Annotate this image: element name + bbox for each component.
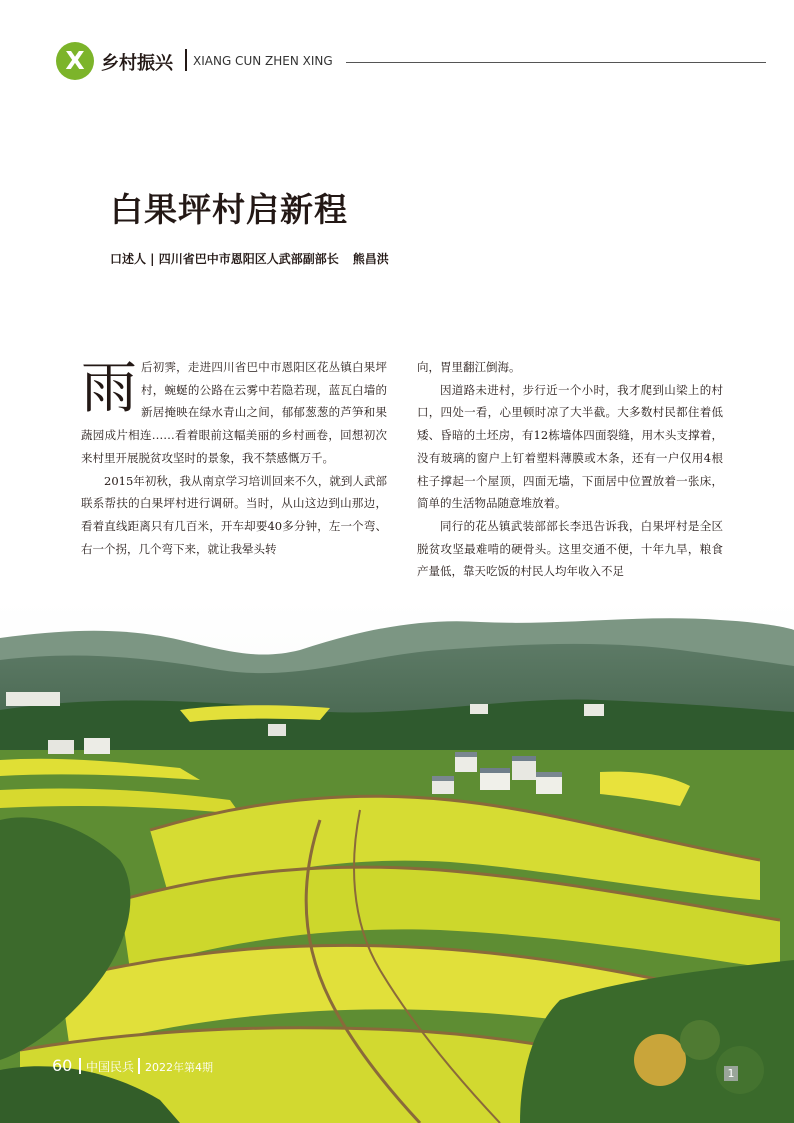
- column-name: 乡村振兴: [101, 53, 173, 74]
- footer-divider: [79, 1058, 81, 1074]
- body-paragraph: 2015年初秋，我从南京学习培训回来不久，就到人武部联系帮扶的白果坪村进行调研。当时，从山这边到山那边，看着直线距离只有几百米，开车却要40多分钟，左一个弯、右一个拐，几个弯下来，就让我晕头转: [81, 473, 387, 556]
- magazine-name: 中国民兵: [86, 1060, 135, 1074]
- body-paragraph: 向，胃里翻江倒海。: [417, 360, 521, 374]
- footer-divider: [138, 1058, 140, 1074]
- body-paragraph: 雨后初霁，走进四川省巴中市恩阳区花丛镇白果坪村，蜿蜒的公路在云雾中若隐若现，蓝瓦白墙的新居掩映在绿水青山之间，郁郁葱葱的芦笋和果蔬园成片相连……看着眼前这幅美丽的乡村画卷，回想初次来村里开展脱贫攻坚时的景象，我不禁感慨万千。: [81, 356, 387, 465]
- header-rule: [346, 62, 766, 63]
- body-column-right: [417, 356, 723, 583]
- column-pinyin: XIANG CUN ZHEN XING: [193, 54, 333, 68]
- page-number: 60: [52, 1056, 73, 1075]
- column-badge: X: [56, 42, 94, 80]
- article-title: 白果坪村启新程: [110, 190, 348, 229]
- village-landscape-photo: [0, 600, 794, 1123]
- issue-label: 2022年第4期: [145, 1061, 213, 1074]
- byline-role: 口述人 | 四川省巴中市恩阳区人武部副部长: [110, 252, 339, 266]
- drop-cap: 雨: [81, 356, 137, 421]
- byline-name: 熊昌洪: [352, 252, 389, 266]
- body-paragraph: 因道路未进村，步行近一个小时，我才爬到山梁上的村口，四处一看，心里顿时凉了大半截。大多数村民都住着低矮、昏暗的土坯房，有12栋墙体四面裂缝，用木头支撑着，没有玻璃的窗户上钉着塑料薄膜或木条，还有一户仅用4根柱子撑起一个屋顶，四面无墙，下面居中位置放着一张床，简单的生活物品随意堆放着。: [417, 382, 723, 511]
- body-paragraph: 同行的花丛镇武装部部长李迅告诉我，白果坪村是全区脱贫攻坚最难啃的硬骨头。这里交通不便，十年九旱，粮食产量低，靠天吃饭的村民人均年收入不足: [417, 518, 723, 579]
- article-byline: [110, 250, 389, 267]
- corner-mark: 1: [724, 1066, 738, 1081]
- body-column-left: [81, 356, 387, 560]
- header-divider: [185, 49, 187, 71]
